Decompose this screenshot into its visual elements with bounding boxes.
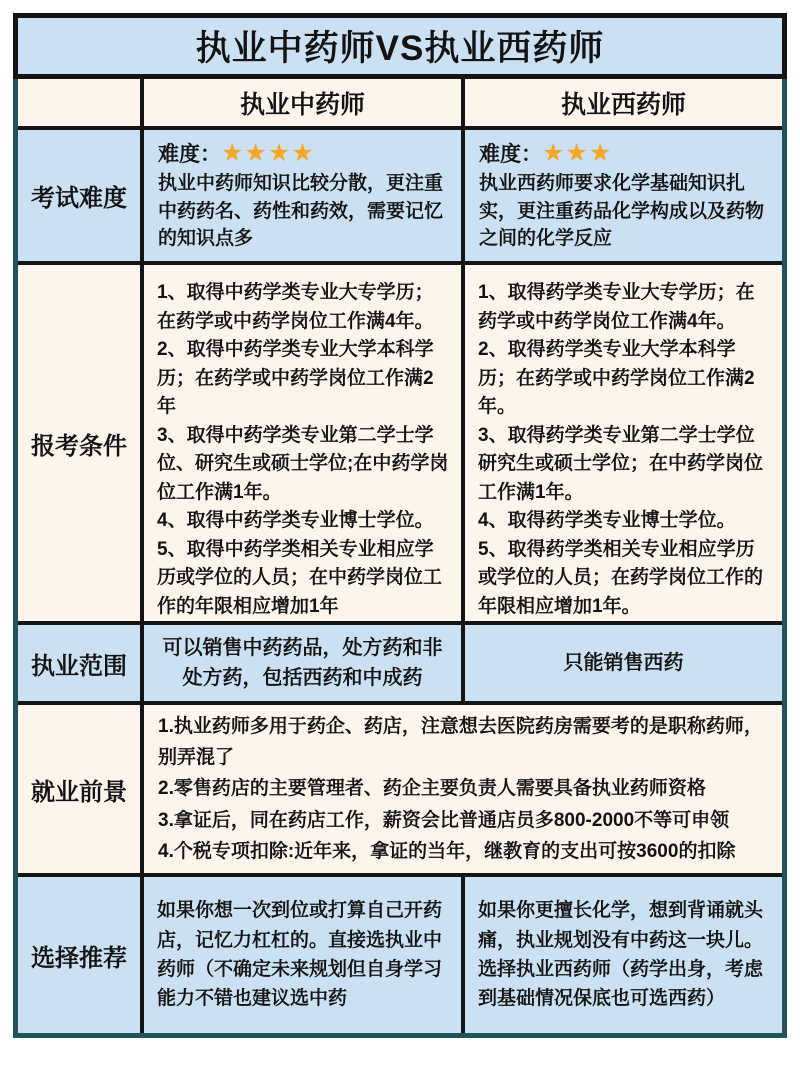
row-label-employment-prospects: 就业前景	[31, 778, 127, 806]
difficulty-desc-tcm: 执业中药师知识比较分散，更注重中药药名、药性和药效，需要记忆的知识点多	[158, 173, 444, 250]
difficulty-cell-tcm	[140, 130, 461, 261]
prospect-item: 1.执业药师多用于药企、药店，注意想去医院药房需要考的是职称药师，别弄混了	[158, 715, 763, 768]
recommendation-cell-tcm: 如果你想一次到位或打算自己开药店，记忆力杠杠的。直接选执业中药师（不确定未来规划但自身学习能力不错也建议选中药	[140, 877, 461, 1033]
prospect-item: 4.个税专项扣除:近年来，拿证的当年，继教育的支出可按3600的扣除	[158, 841, 736, 863]
requirement-item: 3、取得中药学类专业第二学士学位、研究生或硕士学位;在中药学岗位工作满1年。	[157, 424, 449, 503]
requirement-item: 4、取得中药学类专业博士学位。	[157, 510, 434, 531]
star-rating-tcm-icon: ★★★★	[221, 138, 315, 167]
difficulty-rating-tcm	[158, 138, 449, 168]
row-exam-difficulty	[18, 126, 782, 261]
requirement-item: 3、取得药学类专业第二学士学位研究生或硕士学位；在中药学岗位工作满1年。	[478, 424, 764, 503]
header-row	[18, 79, 782, 126]
requirement-item: 1、取得药学类专业大专学历；在药学或中药学岗位工作满4年。	[478, 282, 755, 332]
requirement-item: 5、取得药学类相关专业相应学历或学位的人员；在药学岗位工作的年限相应增加1年。	[478, 538, 764, 617]
difficulty-prefix-western: 难度：	[479, 143, 542, 166]
requirements-cell-tcm	[140, 265, 461, 621]
row-label-recommendation: 选择推荐	[31, 944, 127, 972]
comparison-table	[13, 79, 787, 1038]
difficulty-desc-western: 执业西药师要求化学基础知识扎实，更注重药品化学构成以及药物之间的化学反应	[479, 173, 765, 250]
requirement-item: 5、取得中药学类相关专业相应学历或学位的人员；在中药学岗位工作的年限相应增加1年	[157, 538, 443, 617]
difficulty-prefix-tcm: 难度：	[158, 143, 221, 166]
requirements-cell-western	[461, 265, 782, 621]
row-recommendation	[18, 873, 782, 1033]
requirement-item: 4、取得药学类专业博士学位。	[478, 510, 736, 531]
row-label-exam-difficulty: 考试难度	[31, 185, 127, 212]
scope-cell-western: 只能销售西药	[461, 625, 782, 701]
prospects-cell	[140, 705, 782, 873]
column-header-western: 执业西药师	[461, 79, 782, 126]
page-title-bar	[13, 13, 787, 79]
column-header-tcm: 执业中药师	[140, 79, 461, 126]
corner-cell	[18, 79, 140, 126]
requirement-item: 2、取得药学类专业大学本科学历；在药学或中药学岗位工作满2年。	[478, 339, 755, 417]
row-practice-scope	[18, 621, 782, 701]
requirement-item: 1、取得中药学类专业大专学历；在药学或中药学岗位工作满4年。	[157, 282, 434, 332]
comparison-infographic	[13, 13, 787, 1038]
row-requirements	[18, 261, 782, 621]
recommendation-cell-western: 如果你更擅长化学，想到背诵就头痛，执业规划没有中药这一块儿。选择执业西药师（药学出身，考虑到基础情况保底也可选西药）	[461, 877, 782, 1033]
row-label-practice-scope: 执业范围	[31, 652, 127, 680]
difficulty-cell-western	[461, 130, 782, 261]
star-rating-western-icon: ★★★	[542, 138, 613, 167]
requirement-item: 2、取得中药学类专业大学本科学历；在药学或中药学岗位工作满2年	[157, 339, 434, 417]
scope-cell-tcm: 可以销售中药药品，处方药和非处方药，包括西药和中成药	[140, 625, 461, 701]
difficulty-rating-western	[479, 138, 770, 168]
prospect-item: 3.拿证后，同在药店工作，薪资会比普通店员多800-2000不等可申领	[158, 809, 730, 831]
prospect-item: 2.零售药店的主要管理者、药企主要负责人需要具备执业药师资格	[158, 778, 706, 800]
row-label-requirements: 报考条件	[31, 432, 127, 460]
page-title: 执业中药师VS执业西药师	[195, 29, 605, 68]
row-employment-prospects	[18, 701, 782, 873]
